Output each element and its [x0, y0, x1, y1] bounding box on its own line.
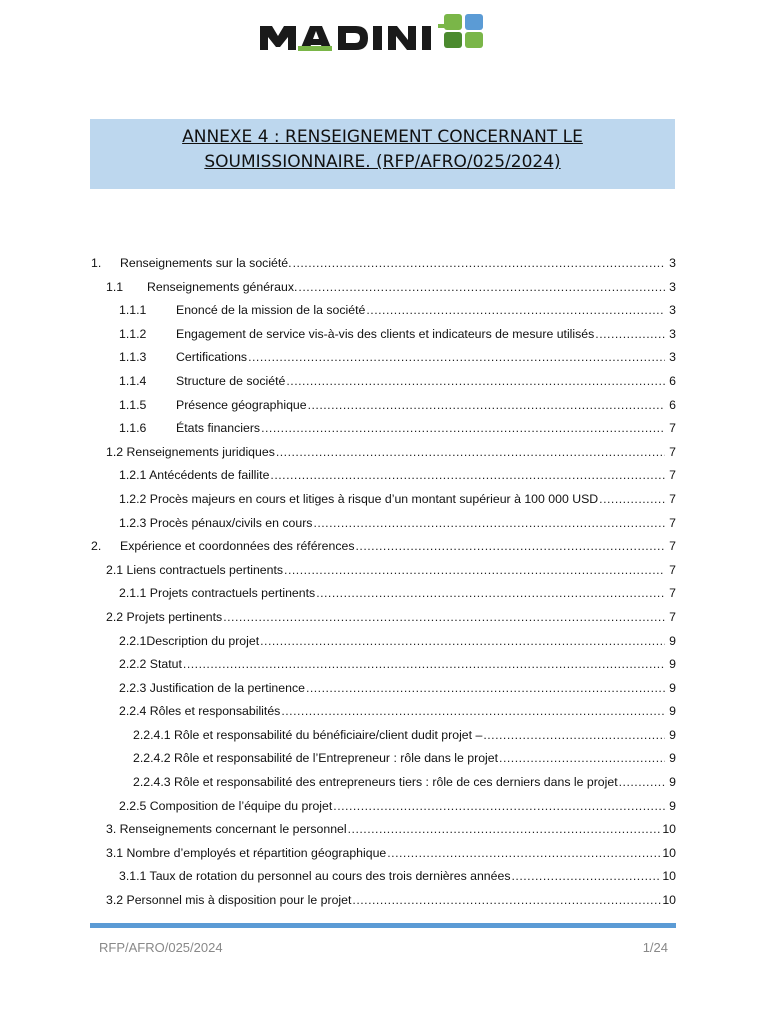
toc-entry-title: 2.2.5 Composition de l’équipe du projet [119, 798, 333, 813]
toc-dot-leader [308, 398, 665, 412]
toc-entry-page: 3 [669, 303, 676, 318]
toc-entry-title: 2.2.4.2 Rôle et responsabilité de l’Entrepreneur : rôle dans le projet [133, 751, 499, 766]
toc-entry[interactable] [90, 303, 676, 327]
toc-entry-page: 10 [662, 869, 676, 884]
toc-entry-number: 2. [91, 539, 102, 554]
toc-entry[interactable] [90, 516, 676, 540]
toc-entry-page: 3 [669, 326, 676, 341]
toc-entry-page: 9 [669, 775, 676, 790]
toc-entry-title: 2.2.3 Justification de la pertinence [119, 680, 305, 695]
toc-entry[interactable] [90, 327, 676, 351]
toc-entry-number: 1.1.4 [119, 373, 147, 388]
toc-dot-leader [298, 280, 665, 294]
toc-entry-title: 2.2.4.1 Rôle et responsabilité du bénéficiaire/client dudit projet – [133, 727, 483, 742]
toc-dot-leader [483, 728, 665, 742]
toc-entry[interactable] [90, 893, 676, 917]
toc-entry-page: 9 [669, 704, 676, 719]
toc-entry-title: 2.2.1Description du projet [119, 633, 260, 648]
toc-entry-page: 7 [669, 586, 676, 601]
toc-entry-title: Engagement de service vis-à-vis des clients et indicateurs de mesure utilisés [176, 326, 595, 341]
annex-title-box [90, 119, 675, 189]
toc-entry[interactable] [90, 445, 676, 469]
toc-entry[interactable] [90, 610, 676, 634]
toc-entry-page: 10 [662, 845, 676, 860]
toc-dot-leader [355, 539, 665, 553]
toc-dot-leader [306, 681, 665, 695]
toc-dot-leader [352, 893, 661, 907]
toc-entry-number: 1.1.2 [119, 326, 147, 341]
toc-entry-title: 1.2.2 Procès majeurs en cours et litiges à risque d’un montant supérieur à 100 000 USD [119, 491, 599, 506]
toc-dot-leader [387, 846, 661, 860]
toc-entry-number: 1.1.3 [119, 350, 147, 365]
toc-entry-title: Renseignements sur la société. [120, 256, 292, 270]
toc-dot-leader [260, 634, 665, 648]
toc-entry-title: Expérience et coordonnées des références [120, 539, 355, 554]
toc-entry-page: 10 [662, 893, 676, 908]
toc-entry-title: 2.2.2 Statut [119, 657, 182, 672]
footer-rule [90, 923, 676, 928]
toc-entry[interactable] [90, 256, 676, 280]
toc-dot-leader [276, 445, 665, 459]
toc-entry[interactable] [90, 822, 676, 846]
toc-dot-leader [270, 468, 665, 482]
toc-entry-title: 2.2.4 Rôles et responsabilités [119, 704, 281, 719]
toc-entry-page: 7 [669, 539, 676, 554]
toc-entry-page: 9 [669, 680, 676, 695]
toc-entry[interactable] [90, 681, 676, 705]
toc-dot-leader [595, 327, 665, 341]
toc-entry-page: 9 [669, 751, 676, 766]
toc-dot-leader [499, 751, 665, 765]
toc-entry-number: 1.1.1 [119, 303, 147, 318]
toc-entry-title: 1.2 Renseignements juridiques [106, 444, 275, 459]
toc-entry-title: Présence géographique [176, 397, 307, 412]
toc-dot-leader [599, 492, 665, 506]
toc-entry[interactable] [90, 421, 676, 445]
toc-entry-title: 2.2 Projets pertinents [106, 609, 223, 624]
table-of-contents [90, 256, 676, 917]
toc-entry-number: 1.1.6 [119, 421, 147, 436]
toc-entry[interactable] [90, 634, 676, 658]
toc-entry[interactable] [90, 846, 676, 870]
toc-entry-number: 1.1 [106, 279, 124, 294]
toc-dot-leader [183, 657, 665, 671]
toc-dot-leader [223, 610, 665, 624]
toc-entry-title: 2.1.1 Projets contractuels pertinents [119, 586, 316, 601]
toc-entry[interactable] [90, 704, 676, 728]
toc-entry-page: 7 [669, 562, 676, 577]
toc-dot-leader [261, 421, 665, 435]
toc-entry[interactable] [90, 280, 676, 304]
footer-reference: RFP/AFRO/025/2024 [99, 940, 223, 955]
toc-entry-page: 10 [662, 822, 676, 837]
toc-entry[interactable] [90, 657, 676, 681]
toc-dot-leader [313, 516, 665, 530]
toc-entry[interactable] [90, 539, 676, 563]
toc-entry[interactable] [90, 728, 676, 752]
toc-dot-leader [366, 303, 665, 317]
toc-entry-number: 1.1.5 [119, 397, 147, 412]
toc-entry[interactable] [90, 586, 676, 610]
toc-dot-leader [348, 822, 662, 836]
company-logo [258, 10, 498, 56]
toc-dot-leader [316, 586, 665, 600]
toc-entry-title: Renseignements généraux. [147, 279, 298, 294]
toc-entry-page: 6 [669, 373, 676, 388]
toc-entry-title: 1.2.3 Procès pénaux/civils en cours [119, 515, 313, 530]
toc-dot-leader [619, 775, 665, 789]
toc-entry-page: 7 [669, 515, 676, 530]
toc-entry-page: 3 [669, 279, 676, 294]
toc-entry-title: 3.2 Personnel mis à disposition pour le projet [106, 893, 352, 908]
annex-title-line1: ANNEXE 4 : RENSEIGNEMENT CONCERNANT LE [182, 127, 583, 147]
toc-entry[interactable] [90, 492, 676, 516]
toc-entry-title: 2.1 Liens contractuels pertinents [106, 562, 284, 577]
toc-entry-page: 6 [669, 397, 676, 412]
toc-dot-leader [293, 256, 665, 270]
toc-entry[interactable] [90, 468, 676, 492]
toc-entry-page: 7 [669, 609, 676, 624]
toc-entry-page: 3 [669, 256, 676, 270]
toc-entry-title: Certifications [176, 350, 248, 365]
toc-entry[interactable] [90, 775, 676, 799]
toc-entry-title: États financiers [176, 421, 261, 436]
toc-dot-leader [511, 869, 661, 883]
toc-entry[interactable] [90, 869, 676, 893]
footer-page-number: 1/24 [642, 940, 668, 955]
toc-entry-page: 7 [669, 468, 676, 483]
toc-dot-leader [248, 350, 665, 364]
toc-entry-title: 2.2.4.3 Rôle et responsabilité des entrepreneurs tiers : rôle de ces derniers dans le projet [133, 775, 618, 790]
toc-entry[interactable] [90, 398, 676, 422]
toc-dot-leader [281, 704, 665, 718]
toc-entry-page: 9 [669, 727, 676, 742]
toc-entry-page: 9 [669, 657, 676, 672]
toc-entry-title: 1.2.1 Antécédents de faillite [119, 468, 270, 483]
toc-dot-leader [286, 374, 665, 388]
toc-entry-title: Structure de société [176, 373, 286, 388]
toc-entry-page: 7 [669, 444, 676, 459]
toc-entry[interactable] [90, 350, 676, 374]
toc-entry-number: 1. [91, 256, 102, 270]
toc-entry-page: 3 [669, 350, 676, 365]
toc-entry-title: 3.1.1 Taux de rotation du personnel au cours des trois dernières années [119, 869, 511, 884]
toc-entry[interactable] [90, 563, 676, 587]
toc-dot-leader [333, 799, 665, 813]
toc-entry-page: 9 [669, 798, 676, 813]
toc-entry-page: 7 [669, 491, 676, 506]
toc-entry-title: 3. Renseignements concernant le personnel [106, 822, 347, 837]
toc-entry-title: 3.1 Nombre d’employés et répartition géographique [106, 845, 387, 860]
toc-entry-page: 7 [669, 421, 676, 436]
annex-title-line2: SOUMISSIONNAIRE. (RFP/AFRO/025/2024) [204, 152, 561, 172]
toc-entry[interactable] [90, 799, 676, 823]
toc-entry-title: Enoncé de la mission de la société [176, 303, 366, 318]
toc-entry[interactable] [90, 374, 676, 398]
toc-entry-page: 9 [669, 633, 676, 648]
toc-dot-leader [284, 563, 665, 577]
toc-entry[interactable] [90, 751, 676, 775]
